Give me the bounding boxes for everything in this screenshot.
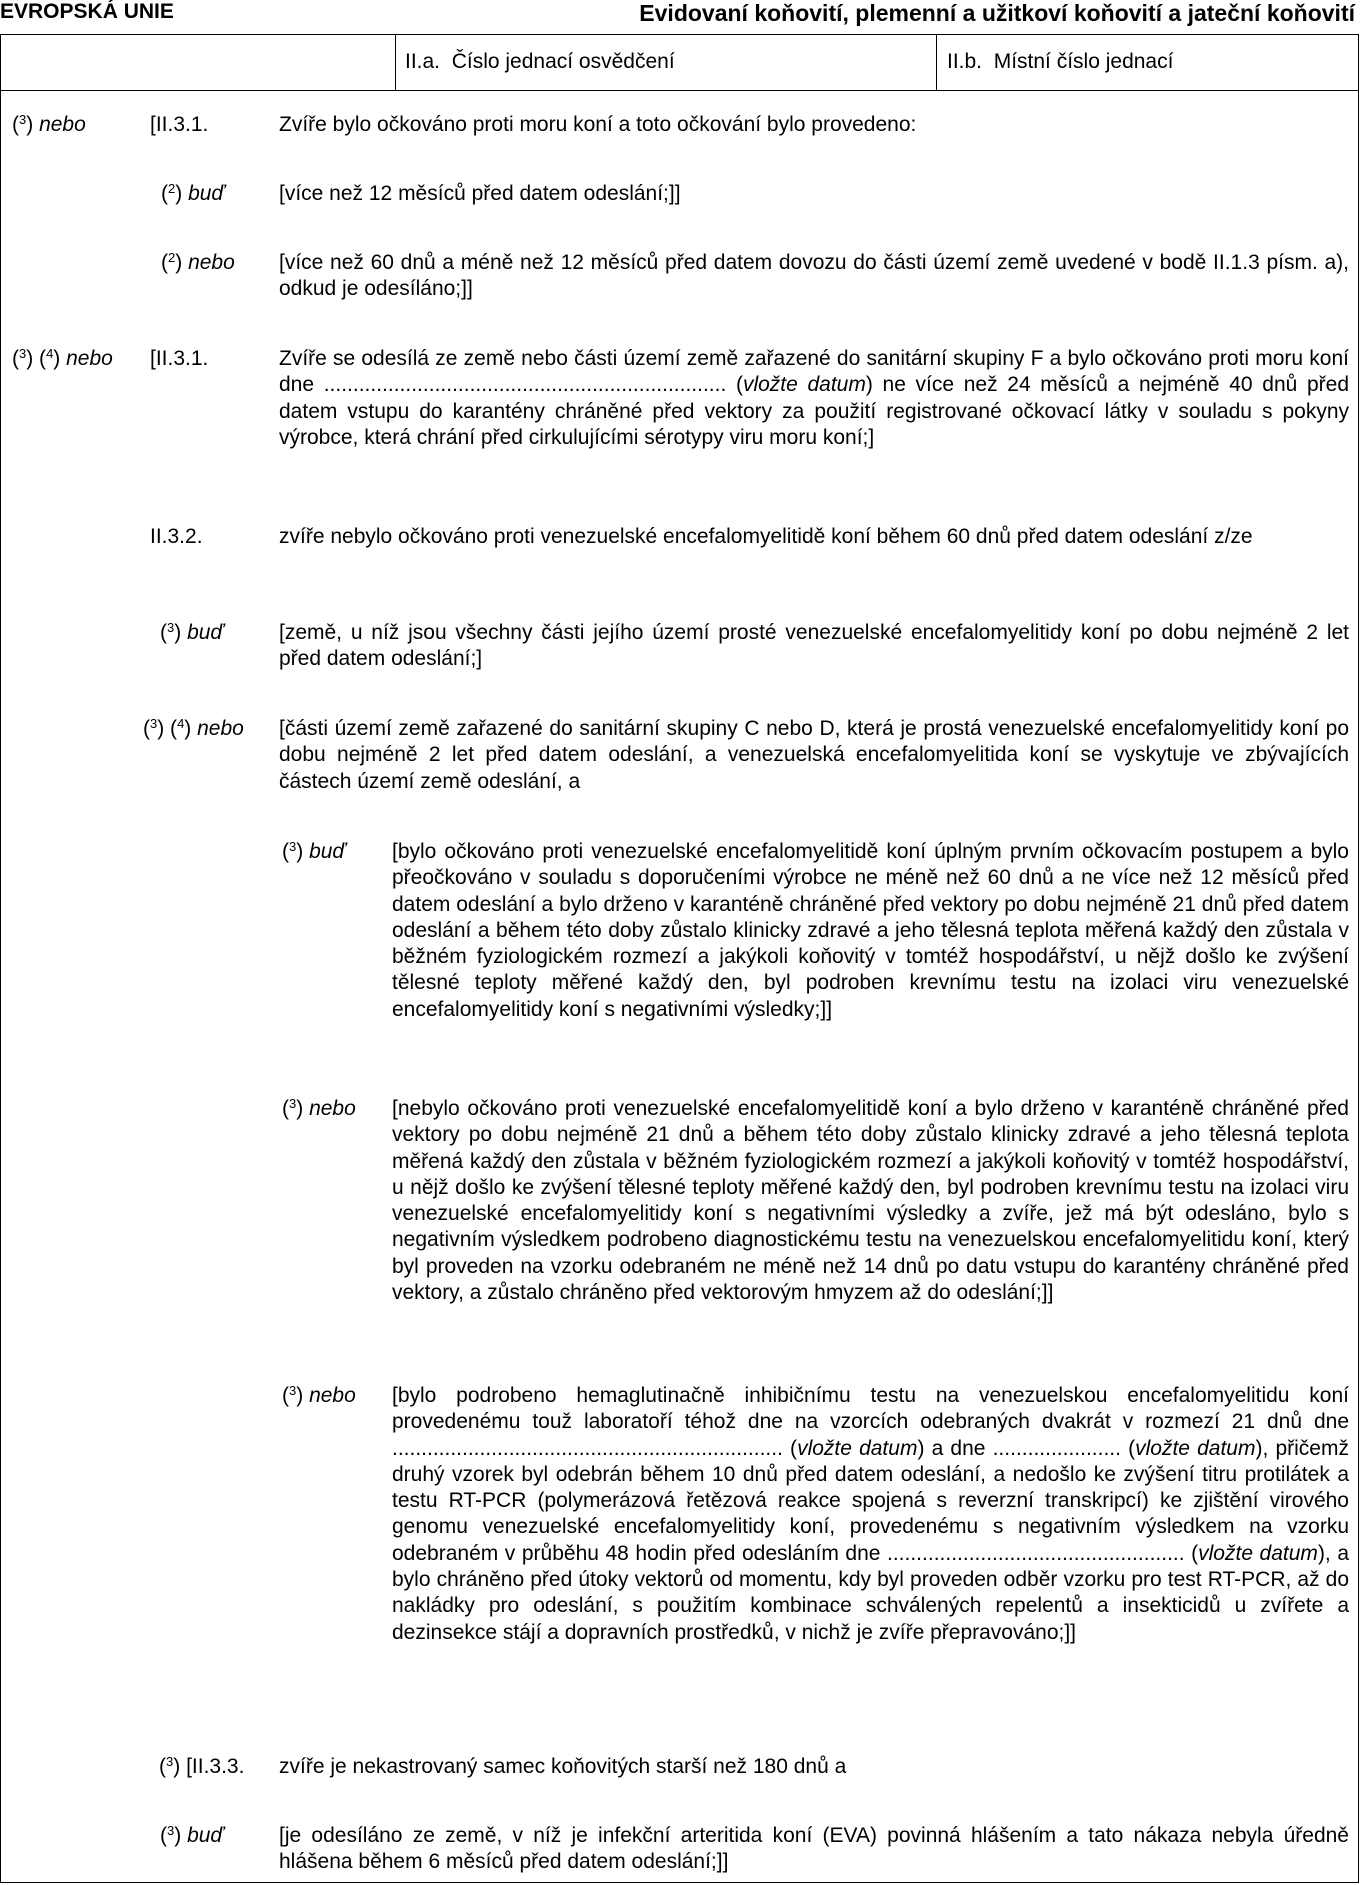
cell-title: Místní číslo jednací bbox=[993, 50, 1174, 73]
cell-label: II.b. bbox=[947, 50, 983, 73]
paragraph: [je odesíláno ze země, v níž je infekční arteritida koní (EVA) povinná hlášením a tato nákaza nebyla úředně hlášena během 6 měsíců před datem odeslání;]] bbox=[279, 1824, 1349, 1874]
paragraph: Zvíře bylo očkováno proti moru koní a toto očkování bylo provedeno: bbox=[279, 113, 917, 136]
option-label: ($^2$) nebo bbox=[161, 250, 235, 274]
header-row-divider bbox=[1, 90, 1358, 91]
option-label: ($^3$) nebo bbox=[282, 1383, 356, 1407]
cell-local-ref bbox=[947, 50, 1173, 74]
paragraph: zvíře je nekastrovaný samec koňovitých starší než 180 dnů a bbox=[279, 1755, 847, 1778]
option-label: ($^3$) ($^4$) nebo bbox=[143, 716, 244, 740]
cell-divider bbox=[936, 35, 937, 90]
point-number: [II.3.1. bbox=[150, 347, 209, 370]
option-label: ($^3$) [II.3.3. bbox=[159, 1754, 245, 1778]
header-eu: EVROPSKÁ UNIE bbox=[0, 0, 174, 23]
point-number: II.3.2. bbox=[150, 525, 203, 548]
paragraph: [bylo podrobeno hemaglutinačně inhibičnímu testu na venezuelskou encefalomyelitidu koní provedenému touž laboratoří téhož dne na vzorcích odebraných dvakrát v rozmezí 21 dnů dne ................................................................... (vložte datum) a dne ...................... (vložte datum), přičemž druhý vzorek byl odebrán během 10 dnů před datem odeslání, a nedošlo ke zvýšení titru protilátek a testu RT-PCR (polymerázová řetězová reakce spojená s reverzní transkripcí) ke zjištění virového genomu venezuelské encefalomyelitidy koní, provedenému s negativním výsledkem na vzorku odebraném v průběhu 48 hodin před odesláním dne ................................................... (vložte datum), a bylo chráněno před útoky vektorů od momentu, kdy byl proveden odběr vzorku pro test RT-PCR, až do nakládky pro odeslání, s použitím kombinace schválených repelentů a insekticidů u zvířete a dezinsekce stájí a dopravních prostředků, v nichž je zvíře přepravováno;]] bbox=[392, 1384, 1350, 1644]
cell-divider bbox=[395, 35, 396, 90]
paragraph: [více než 12 měsíců před datem odeslání;]] bbox=[279, 182, 681, 205]
option-label: ($^3$) ($^4$) nebo bbox=[12, 346, 113, 370]
paragraph: [nebylo očkováno proti venezuelské encefalomyelitidě koní a bylo drženo v karanténě chráněné před vektory po dobu nejméně 21 dnů a během této doby zůstalo klinicky zdravé a jeho tělesná teplota měřená každý den zůstala v běžném fyziologickém rozmezí a jakýkoli koňovitý v tomtéž hospodářství, u nějž došlo ke zvýšení tělesné teploty měřené každý den, byl podroben krevnímu testu na izolaci viru venezuelské encefalomyelitidy koní s negativními výsledky a zvíře, jež má být odesláno, bylo s negativním výsledkem podrobeno diagnostickému testu na venezuelskou encefalomyelitidu koní, který byl proveden na vzorku odebraném ne méně než 14 dnů po datu vstupu do karantény chráněné před vektory, a zůstalo chráněno před vektorovým hmyzem až do odeslání;]] bbox=[392, 1097, 1349, 1305]
option-label: ($^3$) nebo bbox=[12, 112, 86, 136]
paragraph: [části území země zařazené do sanitární skupiny C nebo D, která je prostá venezuelské encefalomyelitidy koní po dobu nejméně 2 let před datem odeslání, a venezuelská encefalomyelitida koní se vyskytuje ve zbývajících částech území země odeslání, a bbox=[279, 717, 1349, 793]
option-label: ($^3$) buď bbox=[282, 839, 346, 863]
option-label: ($^2$) buď bbox=[161, 181, 225, 205]
paragraph: zvíře nebylo očkováno proti venezuelské encefalomyelitidě koní během 60 dnů před datem odeslání z/ze bbox=[279, 525, 1253, 548]
point-number: [II.3.1. bbox=[150, 113, 209, 136]
paragraph: Zvíře se odesílá ze země nebo části území země zařazené do sanitární skupiny F a bylo očkováno proti moru koní dne ..................................................................... (vložte datum) ne více než 24 měsíců a nejméně 40 dnů před datem vstupu do karantény chráněné před vektory za použití registrované očkovací látky v souladu s pokyny výrobce, která chrání před cirkulujícími sérotypy viru moru koní;] bbox=[279, 347, 1349, 449]
cell-label: II.a. bbox=[405, 50, 441, 73]
option-label: ($^3$) buď bbox=[160, 620, 224, 644]
header-title: Evidovaní koňovití, plemenní a užitkoví koňovití a jateční koňovití bbox=[639, 0, 1355, 26]
cell-title: Číslo jednací osvědčení bbox=[451, 50, 675, 73]
paragraph: [země, u níž jsou všechny části jejího území prosté venezuelské encefalomyelitidy koní po dobu nejméně 2 let před datem odeslání;] bbox=[279, 621, 1349, 671]
cell-certificate-ref bbox=[405, 50, 675, 74]
option-label: ($^3$) nebo bbox=[282, 1096, 356, 1120]
paragraph: [více než 60 dnů a méně než 12 měsíců před datem dovozu do části území země uvedené v bodě II.1.3 písm. a), odkud je odesíláno;]] bbox=[279, 251, 1349, 301]
paragraph: [bylo očkováno proti venezuelské encefalomyelitidě koní úplným prvním očkovacím postupem a bylo přeočkováno v souladu s doporučeními výrobce ne méně než 60 dnů a ne více než 12 měsíců před datem odeslání a bylo drženo v karanténě chráněné před vektory po dobu nejméně 21 dnů před datem odeslání a během této doby zůstalo klinicky zdravé a jeho tělesná teplota měřená každý den zůstala v běžném fyziologickém rozmezí a jakýkoli koňovitý v tomtéž hospodářství, u nějž došlo ke zvýšení tělesné teploty měřené každý den, byl podroben krevnímu testu na izolaci viru venezuelské encefalomyelitidy koní s negativními výsledky;]] bbox=[392, 840, 1349, 1021]
option-label: ($^3$) buď bbox=[160, 1823, 224, 1847]
